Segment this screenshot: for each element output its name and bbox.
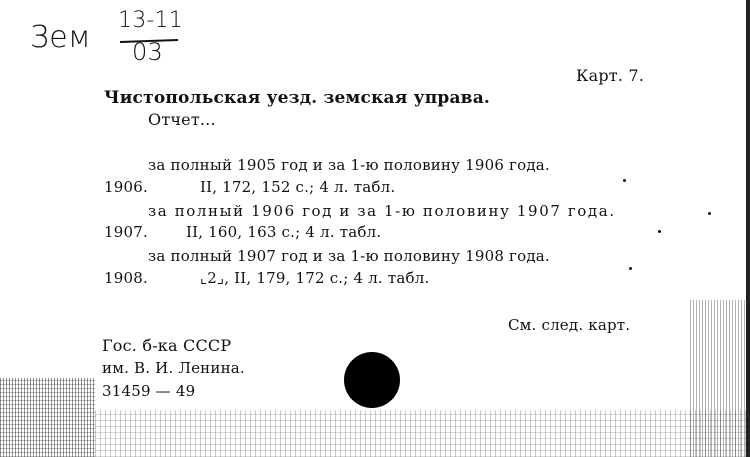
- entry-details: II, 160, 163 с.; 4 л. табл.: [186, 223, 382, 241]
- library-dedication: им. В. И. Ленина.: [102, 359, 245, 377]
- entry-description: за полный 1905 год и за 1-ю половину 1906 года.: [148, 156, 550, 174]
- scan-noise: [690, 300, 746, 457]
- card-number: Карт. 7.: [576, 66, 645, 85]
- ink-speck: [658, 230, 661, 233]
- card-title: Отчет...: [148, 110, 216, 129]
- handwritten-numerator: 13-11: [118, 8, 183, 33]
- entry-year: 1908.: [104, 269, 148, 287]
- scan-edge: [746, 0, 750, 457]
- card-author: Чистопольская уезд. земская управа.: [104, 88, 491, 108]
- entry-year: 1907.: [104, 223, 148, 241]
- ink-speck: [623, 179, 626, 182]
- entry-description: за полный 1906 год и за 1-ю половину 1907 года.: [148, 202, 616, 220]
- scan-noise: [95, 410, 750, 457]
- entry-description: за полный 1907 год и за 1-ю половину 1908 года.: [148, 247, 550, 265]
- ink-speck: [708, 212, 711, 215]
- entry-details: II, 172, 152 с.; 4 л. табл.: [200, 178, 396, 196]
- entry-details: ⌞2⌟, II, 179, 172 с.; 4 л. табл.: [200, 269, 430, 287]
- see-next-card: См. след. карт.: [508, 316, 631, 334]
- entry-year: 1906.: [104, 178, 148, 196]
- handwritten-denominator: 03: [132, 38, 163, 66]
- library-code: 31459 — 49: [102, 382, 196, 400]
- handwritten-prefix: Зем: [30, 20, 91, 55]
- scan-noise: [0, 378, 95, 457]
- library-name: Гос. б-ка СССР: [102, 336, 232, 355]
- ink-stamp-dot: [344, 352, 400, 408]
- ink-speck: [629, 267, 632, 270]
